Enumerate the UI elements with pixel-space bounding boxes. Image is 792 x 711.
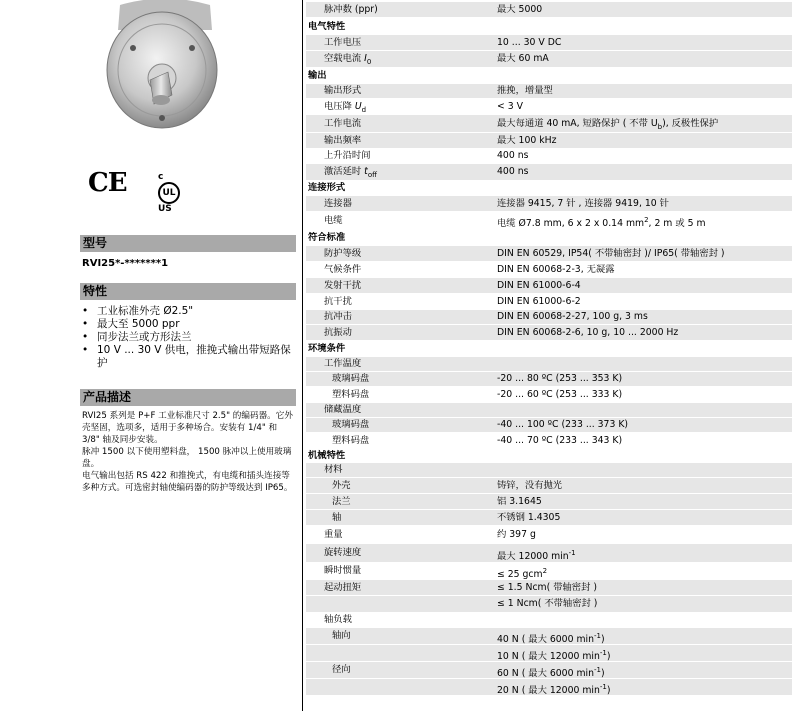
spec-label: 塑料码盘 xyxy=(332,435,370,446)
spec-row xyxy=(306,164,792,180)
product-description xyxy=(82,410,296,494)
spec-label: 径向 xyxy=(332,664,351,675)
spec-value: 60 N ( 最大 6000 $\min^{-1}$) xyxy=(497,666,605,680)
spec-label: 激活延时 $t_{off}$ xyxy=(324,166,377,179)
description-paragraph: 电气输出包括 RS 422 和推挽式，有电缆和插头连接等多种方式。可选密封轴使编码器的防护等级达到 IP65。 xyxy=(82,471,293,493)
description-paragraph: RVI25 系列是 P+F 工业标准尺寸 2.5" 的编码器。它外壳坚固，选项多，适用于多种场合。安装有 1/4" 和 3/8" 轴及同步安装。 xyxy=(82,411,293,445)
spec-value: 电缆 Ø7.8 mm, 6 x 2 x 0.14 $mm^2$, 2 m 或 5 m xyxy=(497,216,706,230)
spec-row xyxy=(306,563,792,579)
spec-row xyxy=(306,645,792,661)
features-heading: 特性 xyxy=(80,283,296,300)
spec-row xyxy=(306,526,792,543)
spec-value: 10 N ( 最大 12000 $\min^{-1}$) xyxy=(497,649,611,663)
spec-row xyxy=(306,278,792,293)
spec-row xyxy=(306,196,792,211)
model-heading: 型号 xyxy=(80,235,296,252)
spec-row xyxy=(306,99,792,114)
feature-item: • 工业标准外壳 Ø2.5" xyxy=(82,305,296,318)
spec-label: 抗干扰 xyxy=(324,296,352,307)
spec-row xyxy=(306,596,792,612)
spec-value: 最大 60 mA xyxy=(497,53,549,64)
column-divider xyxy=(302,0,303,711)
spec-label: 输出 xyxy=(308,70,327,81)
spec-label: 抗振动 xyxy=(324,327,352,338)
spec-label: 符合标准 xyxy=(308,232,346,243)
spec-label: 连接形式 xyxy=(308,182,346,193)
spec-label: 轴向 xyxy=(332,630,351,641)
spec-table xyxy=(306,0,792,711)
spec-label: 空载电流 $I_0$ xyxy=(324,53,372,66)
spec-value: -40 ... 100 ºC (233 ... 373 K) xyxy=(497,419,629,430)
spec-row xyxy=(306,84,792,98)
spec-value: DIN EN 60068-2-3, 无凝露 xyxy=(497,264,615,275)
spec-row xyxy=(306,133,792,148)
spec-group-heading xyxy=(306,181,792,195)
spec-row xyxy=(306,510,792,525)
spec-label: 起动扭矩 xyxy=(324,582,362,593)
spec-label: 储藏温度 xyxy=(324,404,362,415)
spec-row xyxy=(306,310,792,324)
spec-group-heading xyxy=(306,19,792,35)
spec-group-heading xyxy=(306,342,792,356)
spec-value: ≤ 1.5 Ncm( 带轴密封 ) xyxy=(497,582,597,593)
spec-row xyxy=(306,51,792,67)
spec-label: 塑料码盘 xyxy=(332,389,370,400)
spec-label: 材料 xyxy=(324,464,343,475)
spec-label: 旋转速度 xyxy=(324,547,362,558)
spec-label: 轴负载 xyxy=(324,614,352,625)
spec-value: 最大 12000 $\min^{-1}$ xyxy=(497,549,576,563)
spec-row xyxy=(306,418,792,432)
spec-value: 铝 3.1645 xyxy=(497,496,542,507)
spec-label: 防护等级 xyxy=(324,248,362,259)
spec-row xyxy=(306,149,792,163)
spec-row xyxy=(306,478,792,493)
spec-value: 40 N ( 最大 6000 $\min^{-1}$) xyxy=(497,632,605,646)
spec-label: 工作电流 xyxy=(324,118,362,129)
spec-label: 连接器 xyxy=(324,198,352,209)
spec-row xyxy=(306,494,792,509)
spec-label: 气候条件 xyxy=(324,264,362,275)
spec-row xyxy=(306,433,792,448)
spec-row xyxy=(306,115,792,132)
spec-label: 发射干扰 xyxy=(324,280,362,291)
spec-row xyxy=(306,357,792,371)
spec-value: 最大每通道 40 mA, 短路保护 ( 不带 $U_b$), 反极性保护 xyxy=(497,118,719,131)
spec-label: 工作电压 xyxy=(324,37,362,48)
spec-row xyxy=(306,628,792,644)
spec-row xyxy=(306,463,792,477)
spec-row xyxy=(306,544,792,562)
spec-label: 环境条件 xyxy=(308,343,346,354)
spec-value: ≤ 25 gcm$^2$ xyxy=(497,567,548,581)
spec-value: 不锈钢 1.4305 xyxy=(497,512,561,523)
spec-value: DIN EN 60068-2-27, 100 g, 3 ms xyxy=(497,311,648,322)
spec-value: DIN EN 60529, IP54( 不带轴密封 )/ IP65( 带轴密封 ) xyxy=(497,248,725,259)
spec-value: DIN EN 60068-2-6, 10 g, 10 ... 2000 Hz xyxy=(497,327,679,338)
spec-label: 法兰 xyxy=(332,496,351,507)
spec-value: DIN EN 61000-6-2 xyxy=(497,296,581,307)
spec-row xyxy=(306,212,792,229)
spec-label: 上升沿时间 xyxy=(324,150,371,161)
spec-row xyxy=(306,246,792,261)
spec-row xyxy=(306,403,792,417)
spec-label: 轴 xyxy=(332,512,342,523)
spec-label: 抗冲击 xyxy=(324,311,352,322)
spec-label: 玻璃码盘 xyxy=(332,373,370,384)
spec-label: 瞬时惯量 xyxy=(324,565,362,576)
spec-value: ≤ 1 Ncm( 不带轴密封 ) xyxy=(497,598,598,609)
spec-value: < 3 V xyxy=(497,101,523,112)
spec-row xyxy=(306,35,792,50)
spec-value: 400 ns xyxy=(497,166,529,177)
spec-label: 外壳 xyxy=(332,480,351,491)
spec-group-heading xyxy=(306,449,792,462)
spec-value: 10 ... 30 V DC xyxy=(497,37,562,48)
feature-item: • 同步法兰或方形法兰 xyxy=(82,331,296,344)
spec-value: 400 ns xyxy=(497,150,529,161)
spec-value: 连接器 9415, 7 针 , 连接器 9419, 10 针 xyxy=(497,198,669,209)
left-column xyxy=(0,0,300,711)
spec-value: 铸锌，没有抛光 xyxy=(497,480,563,491)
ul-mark-icon: cULUS xyxy=(158,172,180,214)
spec-label: 玻璃码盘 xyxy=(332,419,370,430)
encoder-product-photo xyxy=(100,0,230,135)
spec-value: 最大 5000 xyxy=(497,4,543,15)
spec-row xyxy=(306,372,792,386)
spec-row xyxy=(306,679,792,695)
spec-row xyxy=(306,662,792,678)
spec-label: 电压降 $U_d$ xyxy=(324,101,367,114)
feature-item: • 最大至 5000 ppr xyxy=(82,318,296,331)
description-heading: 产品描述 xyxy=(80,389,296,406)
spec-value: -20 ... 60 ºC (253 ... 333 K) xyxy=(497,389,623,400)
spec-label: 输出形式 xyxy=(324,85,362,96)
spec-value: DIN EN 61000-6-4 xyxy=(497,280,581,291)
spec-label: 输出频率 xyxy=(324,135,362,146)
spec-row xyxy=(306,294,792,309)
spec-label: 电气特性 xyxy=(308,21,346,32)
features-list xyxy=(82,305,296,370)
spec-value: 20 N ( 最大 12000 $\min^{-1}$) xyxy=(497,683,611,697)
spec-label: 重量 xyxy=(324,529,343,540)
spec-row xyxy=(306,2,792,17)
spec-row xyxy=(306,387,792,402)
spec-label: 脉冲数 (ppr) xyxy=(324,4,378,15)
spec-row xyxy=(306,613,792,627)
spec-row xyxy=(306,262,792,277)
spec-row xyxy=(306,580,792,595)
spec-label: 机械特性 xyxy=(308,450,346,461)
spec-value: 最大 100 kHz xyxy=(497,135,557,146)
feature-item: • 10 V ... 30 V 供电，推挽式输出带短路保护 xyxy=(82,344,296,370)
spec-label: 电缆 xyxy=(324,215,343,226)
spec-label: 工作温度 xyxy=(324,358,362,369)
spec-value: -20 ... 80 ºC (253 ... 353 K) xyxy=(497,373,623,384)
spec-group-heading xyxy=(306,68,792,84)
description-paragraph: 脉冲 1500 以下使用塑料盘， 1500 脉冲以上使用玻璃盘。 xyxy=(82,447,292,469)
ce-mark-icon: CE xyxy=(88,168,127,198)
spec-row xyxy=(306,325,792,340)
spec-value: -40 ... 70 ºC (233 ... 343 K) xyxy=(497,435,623,446)
spec-group-heading xyxy=(306,230,792,245)
spec-value: 推挽，增量型 xyxy=(497,85,553,96)
model-number: RVI25*-*******1 xyxy=(82,258,169,269)
spec-value: 约 397 g xyxy=(497,529,536,540)
